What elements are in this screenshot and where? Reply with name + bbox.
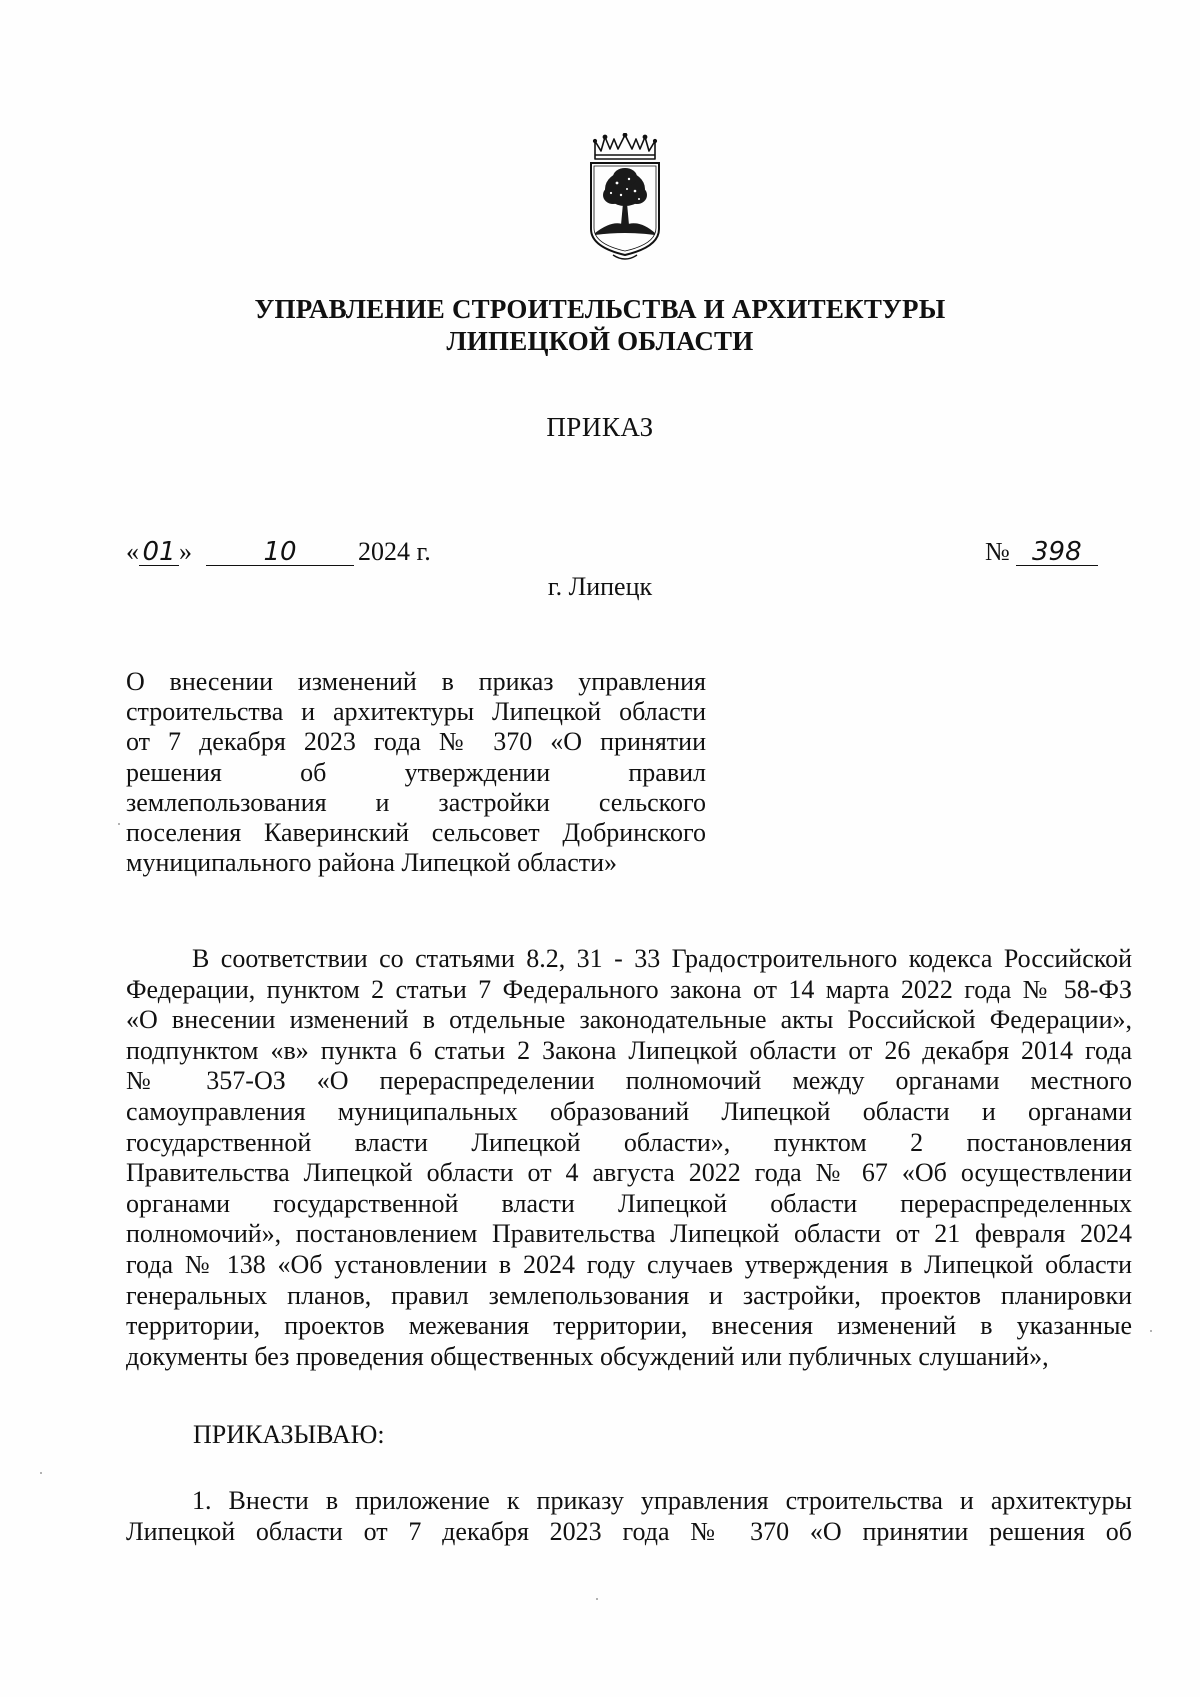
date-day-handwritten: 01 bbox=[139, 539, 179, 566]
preamble-line: государственной власти Липецкой области», пунктом 2 постановления bbox=[126, 1127, 1132, 1157]
organization-name-line-1: УПРАВЛЕНИЕ СТРОИТЕЛЬСТВА И АРХИТЕКТУРЫ bbox=[254, 294, 946, 324]
preamble-line: генеральных планов, правил землепользования и застройки, проектов планировки bbox=[126, 1280, 1132, 1310]
preamble-line: № 357-ОЗ «О перераспределении полномочий между органами местного bbox=[126, 1066, 1132, 1096]
subject-line: О внесении изменений в приказ управления bbox=[126, 667, 706, 696]
order-item-line: 1. Внести в приложение к приказу управления строительства и архитектуры bbox=[192, 1486, 1132, 1515]
document-number bbox=[985, 537, 1098, 567]
preamble-line: В соответствии со статьями 8.2, 31 - 33 Градостроительного кодекса Российской bbox=[192, 944, 1132, 973]
preamble-line: органами государственной власти Липецкой области перераспределенных bbox=[126, 1188, 1132, 1218]
date-month-handwritten: 10 bbox=[206, 539, 354, 566]
preamble-line: документы без проведения общественных обсуждений или публичных слушаний», bbox=[126, 1341, 1049, 1371]
scan-speck bbox=[596, 1598, 598, 1600]
subject-line: строительства и архитектуры Липецкой области bbox=[126, 697, 706, 727]
scan-speck bbox=[118, 823, 120, 825]
organization-name bbox=[150, 293, 1050, 357]
subject-line: поселения Каверинский сельсовет Добринского bbox=[126, 817, 706, 847]
subject-line: от 7 декабря 2023 года № 370 «О принятии bbox=[126, 727, 706, 757]
order-item-1 bbox=[126, 1485, 1132, 1547]
preamble-line: самоуправления муниципальных образований Липецкой области и органами bbox=[126, 1096, 1132, 1126]
subject-line: решения об утверждении правил bbox=[126, 757, 706, 787]
lipetsk-coat-of-arms-icon bbox=[583, 133, 667, 263]
date-year: 2024 г. bbox=[358, 537, 431, 566]
document-type-title: ПРИКАЗ bbox=[546, 412, 654, 442]
order-item-line: Липецкой области от 7 декабря 2023 года № 370 «О принятии решения об bbox=[126, 1517, 1132, 1546]
document-subject bbox=[126, 667, 706, 878]
order-directive-word: ПРИКАЗЫВАЮ: bbox=[193, 1420, 385, 1449]
date-close-quote: » bbox=[179, 537, 192, 566]
document-date bbox=[126, 537, 431, 567]
organization-name-line-2: ЛИПЕЦКОЙ ОБЛАСТИ bbox=[446, 326, 754, 356]
document-preamble bbox=[126, 944, 1132, 1372]
number-handwritten: 398 bbox=[1016, 539, 1098, 566]
preamble-line: года № 138 «Об установлении в 2024 году случаев утверждения в Липецкой области bbox=[126, 1249, 1132, 1279]
preamble-line: полномочий», постановлением Правительства Липецкой области от 21 февраля 2024 bbox=[126, 1219, 1132, 1249]
preamble-line: «О внесении изменений в отдельные законодательные акты Российской Федерации», bbox=[126, 1005, 1132, 1035]
number-prefix: № bbox=[985, 537, 1010, 566]
subject-line: муниципального района Липецкой области» bbox=[126, 848, 618, 878]
preamble-line: территории, проектов межевания территории, внесения изменений в указанные bbox=[126, 1311, 1132, 1341]
scan-speck bbox=[40, 1472, 42, 1474]
document-city: г. Липецк bbox=[547, 572, 653, 601]
date-open-quote: « bbox=[126, 537, 139, 566]
subject-line: землепользования и застройки сельского bbox=[126, 787, 706, 817]
preamble-line: подпунктом «в» пункта 6 статьи 2 Закона Липецкой области от 26 декабря 2014 года bbox=[126, 1035, 1132, 1065]
preamble-line: Федерации, пунктом 2 статьи 7 Федерального закона от 14 марта 2022 года № 58-ФЗ bbox=[126, 974, 1132, 1004]
preamble-line: Правительства Липецкой области от 4 августа 2022 года № 67 «Об осуществлении bbox=[126, 1158, 1132, 1188]
scan-speck bbox=[1150, 1330, 1152, 1332]
